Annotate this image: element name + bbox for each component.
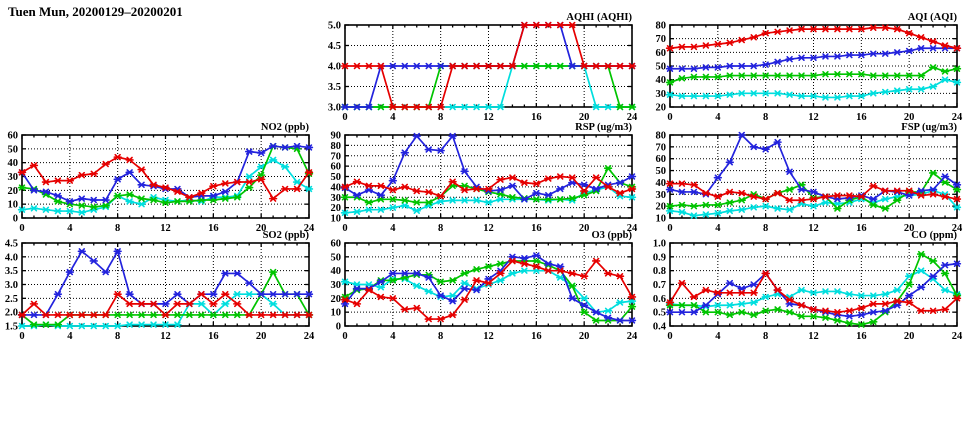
- x-tick-label: 16: [856, 112, 867, 123]
- x-tick-label: 16: [856, 331, 867, 342]
- chart-aqi: [656, 12, 964, 123]
- y-tick-label: 80: [655, 130, 666, 142]
- x-tick-label: 8: [438, 331, 444, 342]
- x-tick-label: 0: [667, 331, 673, 342]
- y-tick-label: 50: [655, 61, 666, 73]
- x-tick-label: 0: [667, 223, 673, 234]
- y-tick-label: 30: [330, 280, 341, 291]
- x-tick-label: 12: [483, 223, 494, 234]
- series-line: [22, 251, 309, 315]
- chart-so2: [5, 230, 315, 342]
- y-tick-label: 30: [655, 88, 666, 100]
- x-tick-label: 0: [19, 223, 25, 234]
- y-tick-label: 30: [7, 172, 18, 183]
- x-tick-label: 8: [763, 331, 769, 342]
- page-title: Tuen Mun, 20200129–20200201: [8, 4, 183, 19]
- chart-title-fsp: FSP (ug/m3): [901, 122, 957, 133]
- x-tick-label: 8: [438, 223, 444, 234]
- y-tick-label: 0.9: [652, 252, 666, 264]
- x-tick-label: 24: [951, 223, 963, 234]
- x-tick-label: 8: [115, 223, 121, 234]
- y-tick-label: 60: [330, 238, 341, 250]
- x-tick-label: 4: [390, 112, 396, 123]
- y-tick-label: 60: [655, 47, 666, 59]
- series-green: [667, 252, 961, 327]
- y-tick-label: 4.0: [4, 252, 18, 264]
- x-tick-label: 24: [303, 331, 315, 342]
- x-tick-label: 4: [715, 223, 721, 234]
- x-tick-label: 8: [115, 331, 121, 342]
- y-tick-label: 20: [330, 203, 341, 215]
- x-tick-label: 8: [763, 112, 769, 123]
- y-tick-label: 30: [330, 192, 341, 204]
- x-tick-label: 4: [390, 223, 396, 234]
- x-tick-label: 0: [667, 112, 673, 123]
- y-tick-label: 20: [7, 185, 18, 197]
- x-tick-label: 20: [255, 223, 267, 234]
- y-tick-label: 20: [655, 102, 666, 114]
- x-tick-label: 4: [715, 112, 721, 123]
- y-tick-label: 3.0: [4, 280, 18, 291]
- chart-aqhi: [328, 12, 638, 123]
- y-tick-label: 3.0: [327, 102, 341, 114]
- y-tick-label: 0.4: [652, 321, 666, 333]
- y-tick-label: 40: [655, 75, 666, 87]
- series-markers: [667, 252, 961, 327]
- y-tick-label: 10: [330, 213, 341, 225]
- y-tick-label: 70: [655, 34, 666, 46]
- y-tick-label: 50: [330, 252, 341, 264]
- x-tick-label: 24: [626, 223, 638, 234]
- x-tick-label: 4: [67, 331, 73, 342]
- x-tick-label: 20: [903, 331, 915, 342]
- series-blue: [19, 249, 313, 317]
- x-tick-label: 8: [438, 112, 444, 123]
- x-tick-label: 20: [903, 112, 915, 123]
- y-tick-label: 0.8: [652, 266, 666, 278]
- y-tick-label: 30: [655, 189, 666, 201]
- y-tick-label: 40: [7, 158, 18, 170]
- x-tick-label: 12: [483, 331, 494, 342]
- chart-title-aqi: AQI (AQI): [907, 12, 957, 23]
- x-tick-label: 0: [342, 331, 348, 342]
- y-tick-label: 10: [7, 199, 18, 211]
- y-tick-label: 60: [655, 154, 666, 166]
- chart-fsp: [656, 122, 964, 234]
- y-tick-label: 80: [655, 20, 666, 32]
- x-tick-label: 12: [808, 223, 819, 234]
- x-tick-label: 12: [808, 112, 819, 123]
- y-tick-label: 20: [330, 293, 341, 305]
- x-tick-label: 12: [160, 223, 171, 234]
- y-tick-label: 0: [12, 213, 18, 225]
- x-tick-label: 16: [531, 112, 542, 123]
- chart-title-so2: SO2 (ppb): [262, 230, 309, 241]
- x-tick-label: 16: [208, 331, 219, 342]
- y-tick-label: 70: [330, 151, 341, 163]
- x-tick-label: 16: [531, 331, 542, 342]
- x-tick-label: 20: [578, 331, 590, 342]
- x-tick-label: 0: [342, 223, 348, 234]
- y-tick-label: 50: [655, 166, 666, 178]
- y-tick-label: 2.5: [4, 293, 18, 305]
- y-tick-label: 4.5: [327, 41, 341, 52]
- chart-title-o3: O3 (ppb): [591, 230, 632, 241]
- x-tick-label: 12: [483, 112, 494, 123]
- chart-co: [653, 230, 963, 342]
- x-tick-label: 4: [390, 331, 396, 342]
- y-tick-label: 0: [335, 321, 341, 333]
- y-tick-label: 50: [7, 144, 18, 156]
- x-tick-label: 12: [160, 331, 171, 342]
- x-tick-label: 16: [531, 223, 542, 234]
- series-markers: [19, 144, 313, 204]
- x-tick-label: 24: [951, 112, 963, 123]
- x-tick-label: 4: [715, 331, 721, 342]
- y-tick-label: 1.0: [652, 238, 666, 250]
- y-tick-label: 90: [330, 130, 341, 142]
- y-tick-label: 3.5: [327, 82, 341, 93]
- chart-no2: [8, 122, 316, 234]
- chart-title-co: CO (ppm): [911, 230, 957, 241]
- y-tick-label: 40: [330, 266, 341, 278]
- x-tick-label: 24: [626, 331, 638, 342]
- x-tick-label: 20: [578, 112, 590, 123]
- y-tick-label: 40: [655, 177, 666, 189]
- x-tick-label: 20: [578, 223, 590, 234]
- y-tick-label: 10: [655, 213, 666, 225]
- x-tick-label: 0: [342, 112, 348, 123]
- x-tick-label: 0: [19, 331, 25, 342]
- x-tick-label: 16: [856, 223, 867, 234]
- y-tick-label: 0.5: [652, 307, 666, 319]
- x-tick-label: 24: [303, 223, 315, 234]
- y-tick-label: 5.0: [327, 20, 341, 32]
- y-tick-label: 50: [330, 172, 341, 183]
- y-tick-label: 60: [330, 161, 341, 173]
- chart-title-aqhi: AQHI (AQHI): [566, 12, 632, 23]
- series-markers: [19, 249, 313, 317]
- y-tick-label: 4.0: [327, 61, 341, 73]
- x-tick-label: 20: [255, 331, 267, 342]
- y-tick-label: 40: [330, 182, 341, 194]
- x-tick-label: 24: [626, 112, 638, 123]
- x-tick-label: 8: [763, 223, 769, 234]
- series-line: [345, 261, 632, 319]
- x-tick-label: 20: [903, 223, 915, 234]
- chart-title-rsp: RSP (ug/m3): [575, 122, 632, 133]
- y-tick-label: 0.7: [652, 280, 666, 291]
- y-tick-label: 70: [655, 142, 666, 154]
- y-tick-label: 60: [7, 130, 18, 142]
- x-tick-label: 12: [808, 331, 819, 342]
- series-line: [670, 173, 957, 209]
- chart-rsp: [331, 122, 639, 234]
- y-tick-label: 3.5: [4, 266, 18, 278]
- x-tick-label: 16: [208, 223, 219, 234]
- y-tick-label: 2.0: [4, 307, 18, 319]
- y-tick-label: 20: [655, 201, 666, 213]
- chart-o3: [331, 230, 639, 342]
- x-tick-label: 24: [951, 331, 963, 342]
- series-blue: [19, 144, 313, 204]
- y-tick-label: 80: [330, 140, 341, 152]
- series-line: [345, 255, 632, 320]
- y-tick-label: 1.5: [4, 321, 18, 333]
- y-tick-label: 10: [330, 307, 341, 319]
- series-line: [22, 146, 309, 201]
- y-tick-label: 0.6: [652, 293, 666, 305]
- y-tick-label: 4.5: [4, 238, 18, 250]
- x-tick-label: 4: [67, 223, 73, 234]
- chart-title-no2: NO2 (ppb): [260, 122, 309, 133]
